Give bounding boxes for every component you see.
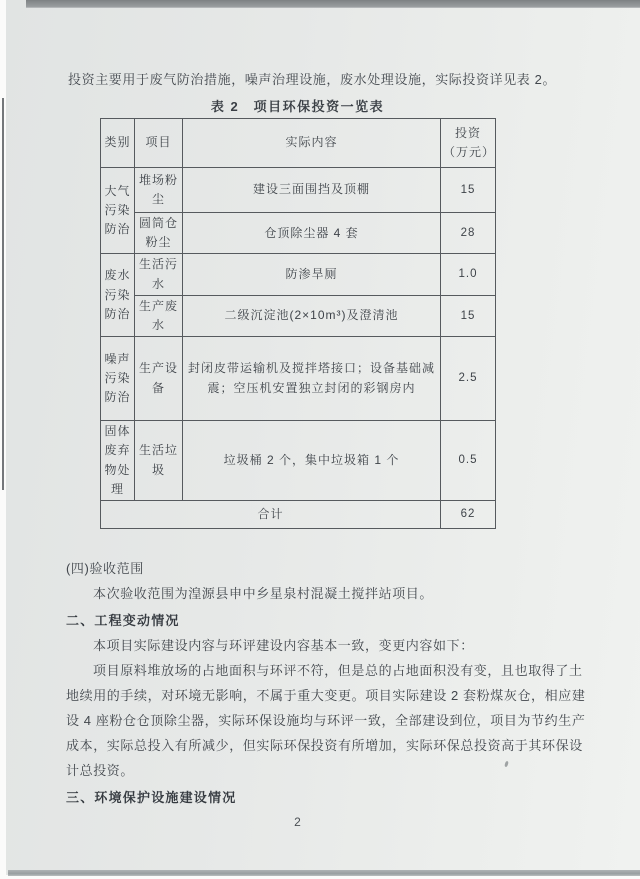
cell-total-value: 62 [441,500,496,528]
cell-category-air: 大气污染防治 [101,168,135,254]
intro-paragraph: 投资主要用于废气防治措施，噪声治理设施，废水处理设施，实际投资详见表 2。 [68,72,557,87]
cell-category-wastewater: 废水污染防治 [101,254,135,337]
changes-line: 计总投资。 [66,763,135,778]
cell-cost: 15 [441,295,496,336]
cell-cost: 2.5 [441,337,496,421]
cell-item: 生活污水 [135,254,183,295]
cell-content: 垃圾桶 2 个，集中垃圾箱 1 个 [183,421,441,501]
table-caption: 表 2 项目环保投资一览表 [210,99,385,114]
cell-content: 建设三面围挡及顶棚 [183,168,441,213]
changes-line: 设 4 座粉仓仓顶除尘器，实际环保设施均与环评一致，全部建设到位，项目为节约生产 [66,713,586,728]
investment-table [100,118,496,529]
cell-category-solid-waste: 固体废弃物处理 [101,421,135,501]
header-cost [441,119,496,168]
cell-cost: 1.0 [441,254,496,295]
cell-total-label: 合计 [101,500,441,528]
cell-item: 生产废水 [135,295,183,336]
body-sections [66,556,586,810]
cell-cost: 28 [441,213,496,254]
scope-heading: (四)验收范围 [66,561,144,576]
cell-cost: 15 [441,168,496,213]
changes-line: 成本，实际总投入有所减少，但实际环保投资有所增加，实际环保总投资高于其环保设 [66,738,583,753]
header-item: 项目 [135,119,183,168]
header-content: 实际内容 [183,119,441,168]
header-cost-line1: 投资 [454,125,481,140]
changes-line: 地续用的手续，对环境无影响，不属于重大变更。项目实际建设 2 套粉煤灰仓，相应建 [66,688,586,703]
cell-item: 圆筒仓粉尘 [135,213,183,254]
changes-line: 项目原料堆放场的占地面积与环评不符，但是总的占地面积没有变，且也取得了土 [93,663,583,678]
table-row-domestic-sewage [101,254,496,295]
table-row-yard-dust [101,168,496,213]
changes-line: 本项目实际建设内容与环评建设内容基本一致，变更内容如下： [93,638,474,653]
facilities-heading: 三、环境保护设施建设情况 [66,790,237,805]
cell-cost: 0.5 [441,421,496,501]
scope-body-line: 本次验收范围为湟源县申中乡星泉村混凝土搅拌站项目。 [93,586,434,601]
cell-item: 生活垃圾 [135,421,183,501]
cell-item: 生产设备 [135,337,183,421]
changes-heading: 二、工程变动情况 [66,613,180,628]
table-row-solid-waste [101,421,496,501]
table-total-row [101,500,496,528]
table-row-production-wastewater [101,295,496,336]
cell-item: 堆场粉尘 [135,168,183,213]
header-category: 类别 [101,119,135,168]
header-cost-line2: （万元） [443,145,496,159]
table-row-noise [101,337,496,421]
cell-category-noise: 噪声污染防治 [101,337,135,421]
cell-content: 仓顶除尘器 4 套 [183,213,441,254]
cell-content: 防渗旱厕 [183,254,441,295]
table-header-row [101,119,496,168]
table-row-silo-dust [101,213,496,254]
page-number: 2 [294,815,301,829]
cell-content: 二级沉淀池(2×10m³)及澄清池 [183,295,441,336]
cell-content: 封闭皮带运输机及搅拌塔接口；设备基础减震；空压机安置独立封闭的彩钢房内 [183,337,441,421]
